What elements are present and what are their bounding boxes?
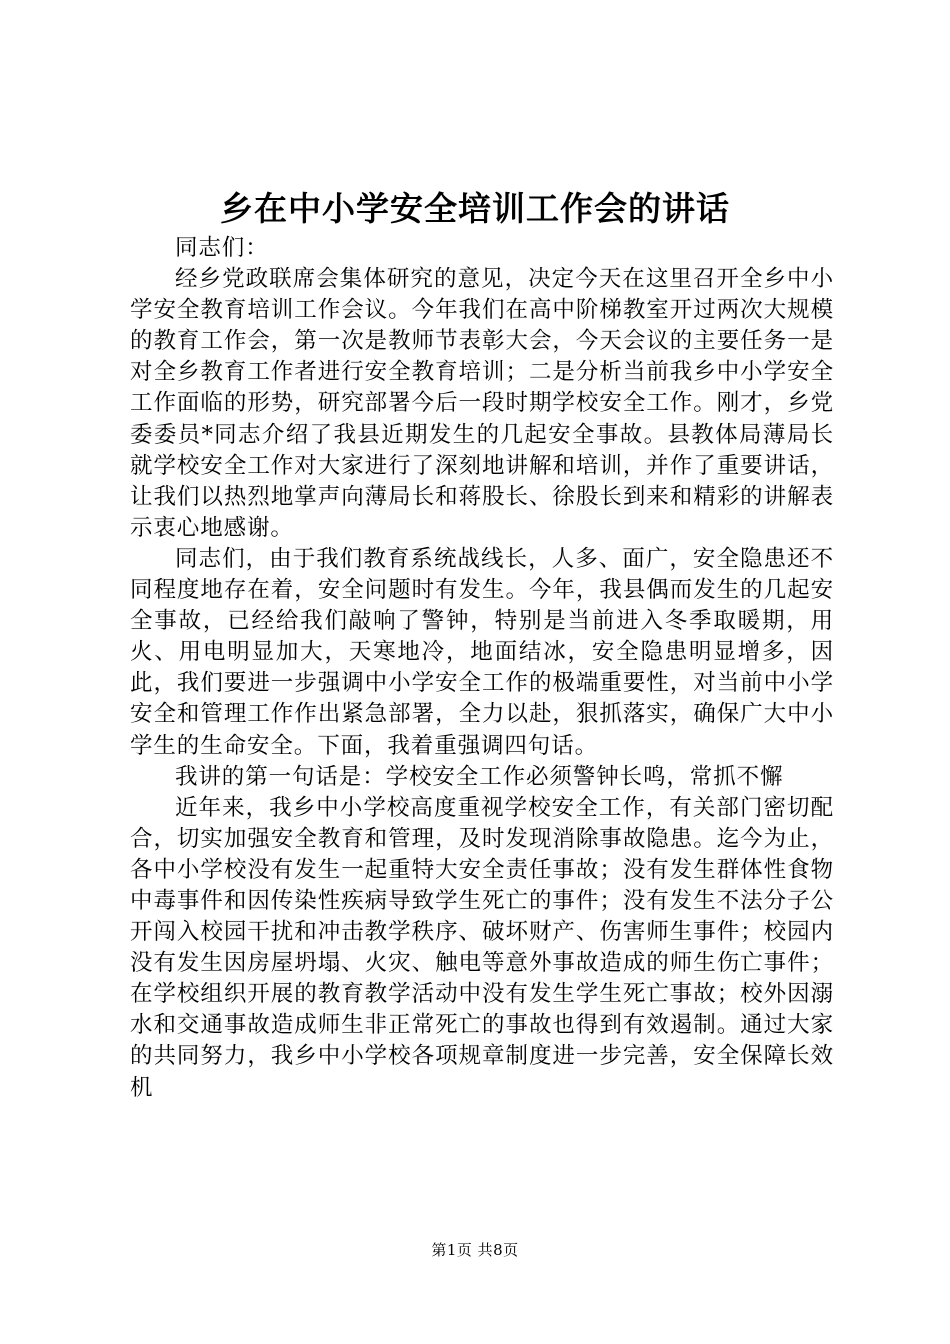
- document-title: 乡在中小学安全培训工作会的讲话: [220, 189, 730, 228]
- body-paragraph: 近年来，我乡中小学校高度重视学校安全工作，有关部门密切配合，切实加强安全教育和管理，及时发现消除事故隐患。迄今为止，各中小学校没有发生一起重特大安全责任事故；没有发生群体性食物中毒事件和因传染性疾病导致学生死亡的事件；没有发生不法分子公开闯入校园干扰和冲击教学秩序、破坏财产、伤害师生事件；校园内没有发生因房屋坍塌、火灾、触电等意外事故造成的师生伤亡事件；在学校组织开展的教育教学活动中没有发生学生死亡事故；校外因溺水和交通事故造成师生非正常死亡的事故也得到有效遏制。通过大家的共同努力，我乡中小学校各项规章制度进一步完善，安全保障长效机: [130, 794, 834, 1101]
- body-paragraph: 同志们，由于我们教育系统战线长，人多、面广，安全隐患还不同程度地存在着，安全问题时有发生。今年，我县偶而发生的几起安全事故，已经给我们敲响了警钟，特别是当前进入冬季取暖期，用火、用电明显加大，天寒地冷，地面结冰，安全隐患明显增多，因此，我们要进一步强调中小学安全工作的极端重要性，对当前中小学安全和管理工作作出紧急部署，全力以赴，狠抓落实，确保广大中小学生的生命安全。下面，我着重强调四句话。: [130, 545, 834, 759]
- salutation-paragraph: 同志们：: [175, 235, 269, 261]
- body-paragraph: 经乡党政联席会集体研究的意见，决定今天在这里召开全乡中小学安全教育培训工作会议。今年我们在高中阶梯教室开过两次大规模的教育工作会，第一次是教师节表彰大会，今天会议的主要任务一是对全乡教育工作者进行安全教育培训；二是分析当前我乡中小学安全工作面临的形势，研究部署今后一段时期学校安全工作。刚才，乡党委委员*同志介绍了我县近期发生的几起安全事故。县教体局薄局长就学校安全工作对大家进行了深刻地讲解和培训，并作了重要讲话，让我们以热烈地掌声向薄局长和蒋股长、徐股长到来和精彩的讲解表示衷心地感谢。: [130, 266, 834, 541]
- section-heading: 我讲的第一句话是：学校安全工作必须警钟长鸣，常抓不懈: [175, 763, 784, 790]
- page-footer: 第1页 共8页: [431, 1241, 519, 1259]
- document-body: [130, 233, 834, 1104]
